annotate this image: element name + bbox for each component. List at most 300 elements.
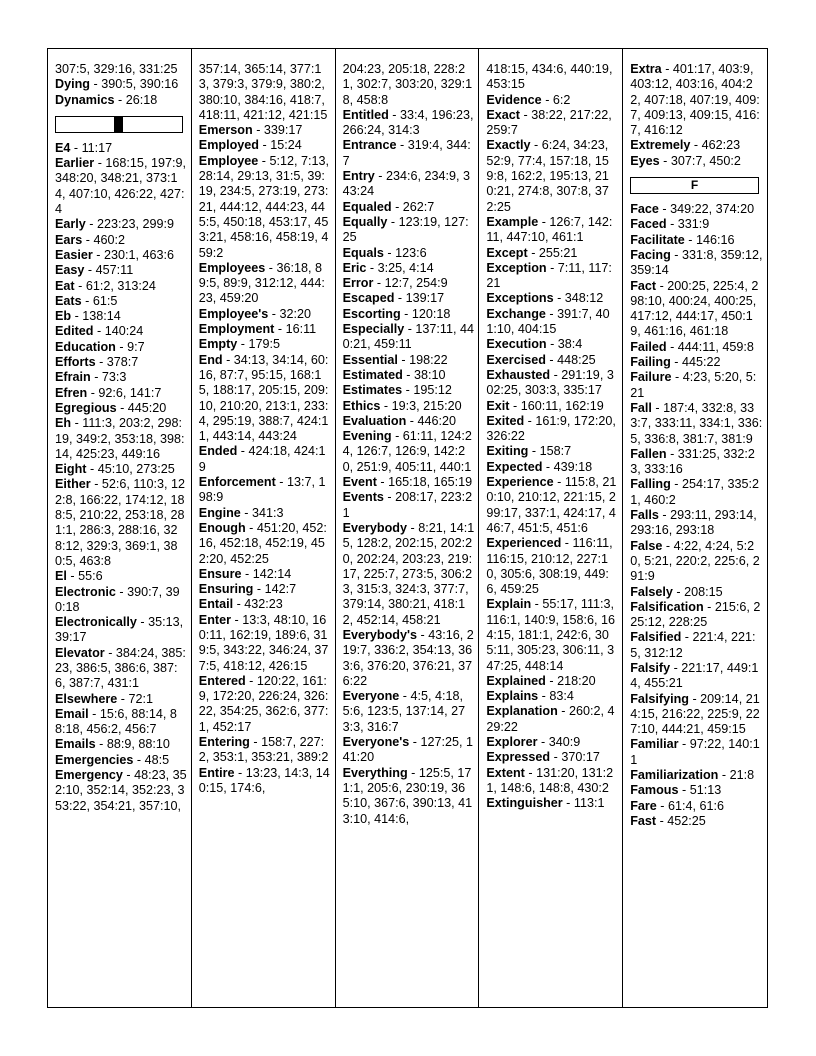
index-term: Employment [198,322,275,337]
index-term: Estimates [342,383,403,398]
index-term: Everyone [342,689,400,704]
index-entry-familiarization: Familiarization - 21:8 [630,768,755,783]
page-line-references: 61:4, 61:6 [668,798,725,813]
index-term: Ensure [198,566,242,581]
index-entry-failing: Failing - 445:22 [630,355,721,370]
index-entry-exact: Exact - 38:22, 217:22, 259:7 [486,107,612,138]
page-line-references: 218:20 [557,673,596,688]
index-term: Falsely [630,584,673,599]
index-term: Dying [55,77,90,92]
page-line-references: 378:7 [106,355,139,370]
index-term: Employed [198,138,259,153]
index-entry-falsified: Falsified - 221:4, 221:5, 312:12 [630,630,756,660]
page-line-references: 9:7 [127,339,145,354]
index-term: Ensuring [198,582,254,597]
index-entry-eh: Eh - 111:3, 203:2, 298:19, 349:2, 353:18, 398:14, 425:23, 449:16 [55,416,185,461]
index-term: Example [486,214,539,229]
index-term: Equally [342,214,388,229]
page-line-references: 125:5, 171:1, 205:6, 230:19, 365:10, 367:6, 390:13, 413:10, 414:6, [342,765,473,826]
index-entry-eyes: Eyes - 307:7, 450:2 [630,153,741,168]
index-term: Emails [55,737,96,752]
index-term: Education [55,339,116,354]
page-line-references: 448:25 [557,352,596,367]
index-entry-explains: Explains - 83:4 [486,689,574,704]
page-line-references: 4:22, 4:24, 5:20, 5:21, 220:2, 225:6, 291:9 [630,538,760,584]
index-term: Event [342,475,377,490]
index-term: Explorer [486,735,538,750]
index-term: Falsified [630,630,682,645]
page-line-references: 142:14 [252,566,292,581]
section-letter-header [630,177,759,194]
index-term: Early [55,217,86,232]
page-line-references: 12:7, 254:9 [384,276,448,291]
page-line-references: 11:17 [81,140,113,155]
page-line-references: 4:23, 5:20, 5:21 [630,370,757,400]
page-line-references: 72:1 [128,691,154,706]
page-line-references: 208:15 [684,584,723,599]
page-line-references: 138:14 [82,309,121,324]
page-line-references: 142:7 [264,582,297,597]
index-entry-failed: Failed - 444:11, 459:8 [630,339,754,354]
page-line-references: 88:9, 88:10 [106,737,170,752]
index-entry-faced: Faced - 331:9 [630,217,710,232]
index-entry-eb: Eb - 138:14 [55,309,121,324]
page-line-references: 160:11, 162:19 [520,398,604,413]
index-term: Exercised [486,352,546,367]
continued-references: 307:5, 329:16, 331:25 [55,62,178,76]
index-entry-electronically: Electronically - 35:13, 39:17 [55,615,184,645]
index-entry-false: False - 4:22, 4:24, 5:20, 5:21, 220:2, 225:6, 291:9 [630,538,760,584]
index-column-3 [336,49,480,1007]
page-line-references: 83:4 [549,689,574,704]
page-line-references: 48:23, 352:10, 352:14, 352:23, 353:22, 354:21, 357:10, [55,768,187,813]
index-entry-employment: Employment - 16:11 [198,322,317,337]
page-line-references: 35:13, 39:17 [55,615,184,645]
index-entry-eat: Eat - 61:2, 313:24 [55,278,156,293]
page-line-references: 446:20 [417,413,457,428]
page-line-references: 126:7, 142:11, 447:10, 461:1 [486,214,613,245]
index-entry-enforcement: Enforcement - 13:7, 198:9 [198,475,326,505]
index-entry-explanation: Explanation - 260:2, 429:22 [486,704,615,734]
index-term: Falls [630,508,659,523]
index-entry-employed: Employed - 15:24 [198,138,302,153]
index-term: Everyone's [342,735,410,750]
index-entry-el: El - 55:6 [55,569,103,584]
index-term: Exact [486,107,520,122]
page-line-references: 123:19, 127:25 [342,214,469,245]
page-line-references: 462:23 [701,138,741,153]
index-term: Exited [486,413,525,428]
index-term: Experience [486,475,554,490]
index-entry-error: Error - 12:7, 254:9 [342,276,448,291]
index-entry-failure: Failure - 4:23, 5:20, 5:21 [630,370,757,400]
index-entry-explorer: Explorer - 340:9 [486,735,581,750]
index-entry-evaluation: Evaluation - 446:20 [342,413,457,428]
index-entry-enough: Enough - 451:20, 452:16, 452:18, 452:19, 452:20, 452:25 [198,520,327,566]
index-term: Emergencies [55,752,134,767]
page-line-references: 460:2 [93,232,126,247]
index-term: Employee's [198,306,269,321]
page-line-references: 116:11, 116:15, 210:12, 227:10, 305:6, 308:19, 449:6, 459:25 [486,536,613,597]
index-term: Famous [630,783,679,798]
index-entry-extremely: Extremely - 462:23 [630,138,741,153]
index-term: End [198,352,223,367]
index-entry-emails: Emails - 88:9, 88:10 [55,737,170,752]
index-term: Email [55,706,89,721]
index-entry-exiting: Exiting - 158:7 [486,444,572,459]
index-term: Dynamics [55,92,115,107]
index-entry-example: Example - 126:7, 142:11, 447:10, 461:1 [486,214,613,245]
page-line-references: 457:11 [95,263,134,278]
page-line-references: 45:10, 273:25 [97,462,175,477]
index-entry-facing: Facing - 331:8, 359:12, 359:14 [630,247,763,278]
index-term: Edited [55,324,94,339]
index-term: Easier [55,247,93,262]
index-entry-efforts: Efforts - 378:7 [55,355,139,370]
index-entry-facilitate: Facilitate - 146:16 [630,232,735,247]
page-line-references: 120:18 [411,306,451,321]
page-line-references: 16:11 [285,322,317,337]
index-entry-eric: Eric - 3:25, 4:14 [342,260,434,275]
index-term: Earlier [55,156,95,171]
index-term: Essential [342,352,398,367]
page-line-references: 38:4 [557,337,583,352]
index-term: Failure [630,370,672,385]
index-entry-falsify: Falsify - 221:17, 449:14, 455:21 [630,660,759,691]
page-line-references: 319:4, 344:7 [342,138,471,168]
page-line-references: 43:16, 219:7, 336:2, 354:13, 363:6, 376:20, 376:21, 376:22 [342,627,474,688]
index-entry-face: Face - 349:22, 374:20 [630,202,755,217]
page-line-references: 230:1, 463:6 [104,247,175,262]
index-term: Eyes [630,153,660,168]
index-entry-entered: Entered - 120:22, 161:9, 172:20, 226:24, 326:22, 354:25, 362:6, 377:1, 452:17 [198,673,329,734]
index-term: Equaled [342,199,392,214]
page-line-references: 38:22, 217:22, 259:7 [486,107,612,138]
index-page [47,48,768,1008]
index-term: Experienced [486,536,562,551]
index-term: Fall [630,400,652,415]
index-term: Except [486,245,528,260]
index-column-5 [623,49,767,1007]
index-entry-efrain: Efrain - 73:3 [55,370,127,385]
index-entry-emergency: Emergency - 48:23, 352:10, 352:14, 352:23, 353:22, 354:21, 357:10, [55,768,187,813]
index-term: Efforts [55,355,96,370]
index-term: Equals [342,245,384,260]
index-entry-falls: Falls - 293:11, 293:14, 293:16, 293:18 [630,508,757,538]
index-term: Ethics [342,398,381,413]
page-line-references: 32:20 [279,306,312,321]
page-line-references: 139:17 [405,291,445,306]
page-line-references: 187:4, 332:8, 333:7, 333:11, 334:1, 336:5, 336:8, 381:7, 381:9 [630,400,763,446]
index-entry-dying: Dying - 390:5, 390:16 [55,77,179,92]
index-entry-equaled: Equaled - 262:7 [342,199,435,214]
index-term: Familiarization [630,768,719,783]
index-entry-everybody: Everybody - 8:21, 14:15, 128:2, 202:15, 202:20, 202:24, 203:23, 219:17, 225:7, 273:5, 306:23, 315:3, 324:3, 377:7, 379:14, 380:21, 418:12, 452:14, 458:21 [342,520,475,627]
page-line-references: 260:2, 429:22 [486,704,615,734]
page-line-references: 179:5 [248,337,281,352]
page-line-references: 221:17, 449:14, 455:21 [630,660,759,691]
continued-references: 204:23, 205:18, 228:21, 302:7, 303:20, 329:18, 458:8 [342,62,473,107]
index-entry-exercised: Exercised - 448:25 [486,352,596,367]
index-term: Entail [198,597,234,612]
index-term: Engine [198,505,241,520]
index-term: Extinguisher [486,796,563,811]
section-letter-header [55,116,183,133]
index-entry-everyone: Everyone - 4:5, 4:18, 5:6, 123:5, 137:14, 273:3, 316:7 [342,689,466,734]
index-entry-falsification: Falsification - 215:6, 225:12, 228:25 [630,599,761,630]
page-line-references: 401:17, 403:9, 403:12, 403:16, 404:22, 407:18, 407:19, 409:7, 409:13, 409:15, 416:7, 416:12 [630,62,760,138]
index-term: El [55,569,67,584]
page-line-references: 331:25, 332:23, 333:16 [630,446,755,477]
index-term: Employees [198,260,266,275]
page-line-references: 127:25, 141:20 [342,735,474,765]
page-line-references: 97:22, 140:11 [630,737,760,767]
continued-references: 357:14, 365:14, 377:13, 379:3, 379:9, 380:2, 380:10, 384:16, 418:7, 418:11, 421:12, 421:15 [198,62,328,122]
page-line-references: 445:22 [681,355,721,370]
index-term: Exiting [486,444,529,459]
index-entry-falsely: Falsely - 208:15 [630,584,723,599]
page-line-references: 424:18, 424:19 [198,444,326,474]
index-entry-escorting: Escorting - 120:18 [342,306,451,321]
index-entry-elevator: Elevator - 384:24, 385:23, 386:5, 386:6, 387:6, 387:7, 431:1 [55,645,186,691]
page-line-references: 131:20, 131:21, 148:6, 148:8, 430:2 [486,765,614,795]
index-entry-efren: Efren - 92:6, 141:7 [55,385,162,400]
index-term: Falsification [630,599,704,614]
page-line-references: 73:3 [101,370,127,385]
index-term: Escorting [342,306,401,321]
index-entry-everything: Everything - 125:5, 171:1, 205:6, 230:19, 365:10, 367:6, 390:13, 413:10, 414:6, [342,765,473,826]
index-term: False [630,538,663,553]
index-entry-employee: Employee - 5:12, 7:13, 28:14, 29:13, 31:5, 39:19, 234:5, 273:19, 273:21, 444:12, 444:23, 445:5, 450:18, 453:17, 453:21, 458:16, 458:19, 459:2 [198,153,330,260]
page-line-references: 452:25 [667,813,706,828]
index-entry-education: Education - 9:7 [55,339,145,354]
index-column-1 [48,49,192,1007]
page-line-references: 55:17, 111:3, 116:1, 140:9, 158:6, 164:15, 181:1, 242:6, 305:11, 305:23, 306:11, 347:25, 448:14 [486,597,616,673]
page-line-references: 349:22, 374:20 [670,202,755,217]
index-term: Fast [630,813,657,828]
page-line-references: 92:6, 141:7 [98,385,162,400]
index-term: Ears [55,232,83,247]
index-term: Entry [342,169,375,184]
page-line-references: 255:21 [538,245,578,260]
page-line-references: 140:24 [104,324,144,339]
index-term: Electronic [55,584,116,599]
index-term: Fact [630,278,657,293]
index-term: Empty [198,337,238,352]
index-entry-electronic: Electronic - 390:7, 390:18 [55,584,180,614]
index-term: Exception [486,260,547,275]
page-line-references: 348:12 [564,291,604,306]
page-line-references: 340:9 [548,735,581,750]
page-line-references: 451:20, 452:16, 452:18, 452:19, 452:20, 452:25 [198,520,327,566]
index-entry-experience: Experience - 115:8, 210:10, 210:12, 221:15, 299:17, 337:1, 424:17, 446:7, 451:5, 451:6 [486,475,617,535]
page-line-references: 234:6, 234:9, 343:24 [342,169,471,199]
index-entry-events: Events - 208:17, 223:21 [342,490,473,520]
index-term: Easy [55,263,85,278]
index-term: Exactly [486,138,531,153]
page-line-references: 8:21, 14:15, 128:2, 202:15, 202:20, 202:24, 203:23, 219:17, 225:7, 273:5, 306:23, 315:3, 324:3, 377:7, 379:14, 380:21, 418:12, 452:14, 458:21 [342,520,475,627]
index-entry-ethics: Ethics - 19:3, 215:20 [342,398,462,413]
index-entry-escaped: Escaped - 139:17 [342,291,445,306]
page-line-references: 444:11, 459:8 [677,339,754,354]
page-line-references: 161:9, 172:20, 326:22 [486,413,616,444]
page-line-references: 52:6, 110:3, 122:8, 166:22, 174:12, 188:5, 210:22, 253:18, 281:1, 286:3, 288:16, 328:12, 329:3, 369:1, 380:5, 463:8 [55,477,186,568]
page-line-references: 195:12 [413,383,452,398]
page-line-references: 200:25, 225:4, 298:10, 400:24, 400:25, 417:12, 444:17, 450:19, 461:16, 461:18 [630,278,759,339]
index-entry-egregious: Egregious - 445:20 [55,400,167,415]
index-column-2 [192,49,336,1007]
page-line-references: 34:13, 34:14, 60:16, 87:7, 95:15, 168:15, 188:17, 205:15, 209:10, 210:20, 213:1, 233:4, 295:19, 388:7, 424:11, 443:14, 443:24 [198,352,329,444]
index-term: Falling [630,477,671,492]
index-entry-exceptions: Exceptions - 348:12 [486,291,604,306]
index-entry-entitled: Entitled - 33:4, 196:23, 266:24, 314:3 [342,107,474,138]
index-term: Extra [630,62,662,76]
index-entry-especially: Especially - 137:11, 440:21, 459:11 [342,322,475,352]
page-line-references: 391:7, 401:10, 404:15 [486,306,610,337]
index-term: Fare [630,798,657,813]
index-term: Elsewhere [55,691,118,706]
page-line-references: 13:7, 198:9 [198,475,326,505]
index-entry-elsewhere: Elsewhere - 72:1 [55,691,154,706]
index-entry-either: Either - 52:6, 110:3, 122:8, 166:22, 174:12, 188:5, 210:22, 253:18, 281:1, 286:3, 288:16, 328:12, 329:3, 369:1, 380:5, 463:8 [55,477,186,568]
index-term: Evaluation [342,413,407,428]
index-term: Faced [630,217,667,232]
index-term: Events [342,490,384,505]
index-entry-entail: Entail - 432:23 [198,597,283,612]
page-line-references: 432:23 [244,597,283,612]
index-term: Fallen [630,446,667,461]
index-term: Explain [486,597,532,612]
index-entry-employee-s: Employee's - 32:20 [198,306,312,321]
index-term: Face [630,202,659,217]
index-term: Evening [342,429,392,444]
index-term: Eat [55,278,75,293]
index-term: Extremely [630,138,691,153]
index-term: Entering [198,735,250,750]
index-entry-exchange: Exchange - 391:7, 401:10, 404:15 [486,306,610,337]
page-line-references: 439:18 [553,459,593,474]
index-entry-experienced: Experienced - 116:11, 116:15, 210:12, 227:10, 305:6, 308:19, 449:6, 459:25 [486,536,613,597]
page-line-references: 291:19, 302:25, 303:3, 335:17 [486,367,614,398]
page-line-references: 61:11, 124:24, 126:7, 126:9, 142:20, 251:9, 405:11, 440:1 [342,429,472,474]
page-line-references: 215:6, 225:12, 228:25 [630,599,761,630]
index-term: Eats [55,293,82,308]
page-line-references: 370:17 [561,750,600,765]
index-term: Facing [630,247,671,262]
index-entry-execution: Execution - 38:4 [486,337,583,352]
index-entry-emerson: Emerson - 339:17 [198,123,303,138]
page-line-references: 26:18 [125,92,158,107]
page-line-references: 390:7, 390:18 [55,584,180,614]
index-entry-expressed: Expressed - 370:17 [486,750,600,765]
page-line-references: 21:8 [729,768,755,783]
index-term: Elevator [55,645,105,660]
index-entry-easy: Easy - 457:11 [55,263,134,278]
index-term: Eh [55,416,72,431]
index-term: Everybody [342,520,407,535]
index-term: Expressed [486,750,551,765]
index-term: Falsifying [630,691,689,706]
index-entry-entering: Entering - 158:7, 227:2, 353:1, 353:21, 389:2 [198,735,329,765]
page-line-references: 262:7 [402,199,435,214]
index-term: Eric [342,260,367,275]
page-line-references: 445:20 [127,400,167,415]
continued-references: 418:15, 434:6, 440:19, 453:15 [486,62,613,92]
index-entry-fact: Fact - 200:25, 225:4, 298:10, 400:24, 400:25, 417:12, 444:17, 450:19, 461:16, 461:18 [630,278,759,339]
page-line-references: 6:2 [552,92,571,107]
index-entry-fall: Fall - 187:4, 332:8, 333:7, 333:11, 334:1, 336:5, 336:8, 381:7, 381:9 [630,400,763,446]
index-term: Exhausted [486,367,551,382]
index-entry-fallen: Fallen - 331:25, 332:23, 333:16 [630,446,755,477]
index-entry-everybody-s: Everybody's - 43:16, 219:7, 336:2, 354:13, 363:6, 376:20, 376:21, 376:22 [342,627,474,688]
index-entry-extra: Extra - 401:17, 403:9, 403:12, 403:16, 404:22, 407:18, 407:19, 409:7, 409:13, 409:15, 416:7, 416:12 [630,62,760,138]
index-entry-falling: Falling - 254:17, 335:21, 460:2 [630,477,760,507]
index-term: Estimated [342,367,403,382]
page-line-references: 307:7, 450:2 [670,153,741,168]
index-term: Explanation [486,704,558,719]
index-term: Eight [55,462,87,477]
index-entry-early: Early - 223:23, 299:9 [55,217,175,232]
index-term: Facilitate [630,232,685,247]
index-term: Emerson [198,123,253,138]
page-line-references: 390:5, 390:16 [101,77,179,92]
index-entry-entrance: Entrance - 319:4, 344:7 [342,138,471,168]
page-line-references: 113:1 [573,796,605,811]
page-line-references: 384:24, 385:23, 386:5, 386:6, 387:6, 387:7, 431:1 [55,645,186,691]
page-line-references: 137:11, 440:21, 459:11 [342,322,475,352]
index-entry-estimates: Estimates - 195:12 [342,383,452,398]
index-term: Electronically [55,615,137,630]
index-term: Extent [486,765,525,780]
index-term: Explained [486,673,546,688]
index-entry-exit: Exit - 160:11, 162:19 [486,398,604,413]
page-line-references: 208:17, 223:21 [342,490,473,520]
page-line-references: 5:12, 7:13, 28:14, 29:13, 31:5, 39:19, 234:5, 273:19, 273:21, 444:12, 444:23, 445:5, 450:18, 453:17, 453:21, 458:16, 458:19, 459:2 [198,153,330,260]
page-line-references: 36:18, 89:5, 89:9, 312:12, 444:23, 459:20 [198,260,325,306]
index-entry-exactly: Exactly - 6:24, 34:23, 52:9, 77:4, 157:18, 159:8, 162:2, 195:13, 210:21, 274:8, 307:8, 372:25 [486,138,609,214]
page-line-references: 6:24, 34:23, 52:9, 77:4, 157:18, 159:8, 162:2, 195:13, 210:21, 274:8, 307:8, 372:25 [486,138,609,214]
page-line-references: 55:6 [78,569,103,584]
index-term: Egregious [55,400,117,415]
index-entry-evening: Evening - 61:11, 124:24, 126:7, 126:9, 142:20, 251:9, 405:11, 440:1 [342,429,472,474]
index-term: Execution [486,337,547,352]
redacted-letter-block [114,117,123,132]
page-line-references: 198:22 [409,352,448,367]
page-line-references: 146:16 [695,232,735,247]
index-entry-falsifying: Falsifying - 209:14, 214:15, 216:22, 225:9, 227:10, 444:21, 459:15 [630,691,760,737]
index-term: Ended [198,444,238,459]
index-term: Emergency [55,768,123,783]
page-line-references: 254:17, 335:21, 460:2 [630,477,760,507]
page-line-references: 33:4, 196:23, 266:24, 314:3 [342,107,474,138]
page-line-references: 293:11, 293:14, 293:16, 293:18 [630,508,757,538]
page-line-references: 123:6 [395,245,427,260]
index-term: Entire [198,765,235,780]
index-term: Explains [486,689,539,704]
index-term: Everybody's [342,627,417,642]
index-term: Everything [342,765,408,780]
page-line-references: 15:24 [270,138,302,153]
index-entry-dynamics: Dynamics - 26:18 [55,92,158,107]
page-line-references: 61:2, 313:24 [85,278,156,293]
page-line-references: 115:8, 210:10, 210:12, 221:15, 299:17, 337:1, 424:17, 446:7, 451:5, 451:6 [486,475,617,535]
index-term: Evidence [486,92,542,107]
index-entry-extent: Extent - 131:20, 131:21, 148:6, 148:8, 430:2 [486,765,614,795]
index-term: Efrain [55,370,91,385]
index-entry-expected: Expected - 439:18 [486,459,593,474]
index-entry-estimated: Estimated - 38:10 [342,367,446,382]
page-line-references: 221:4, 221:5, 312:12 [630,630,756,660]
